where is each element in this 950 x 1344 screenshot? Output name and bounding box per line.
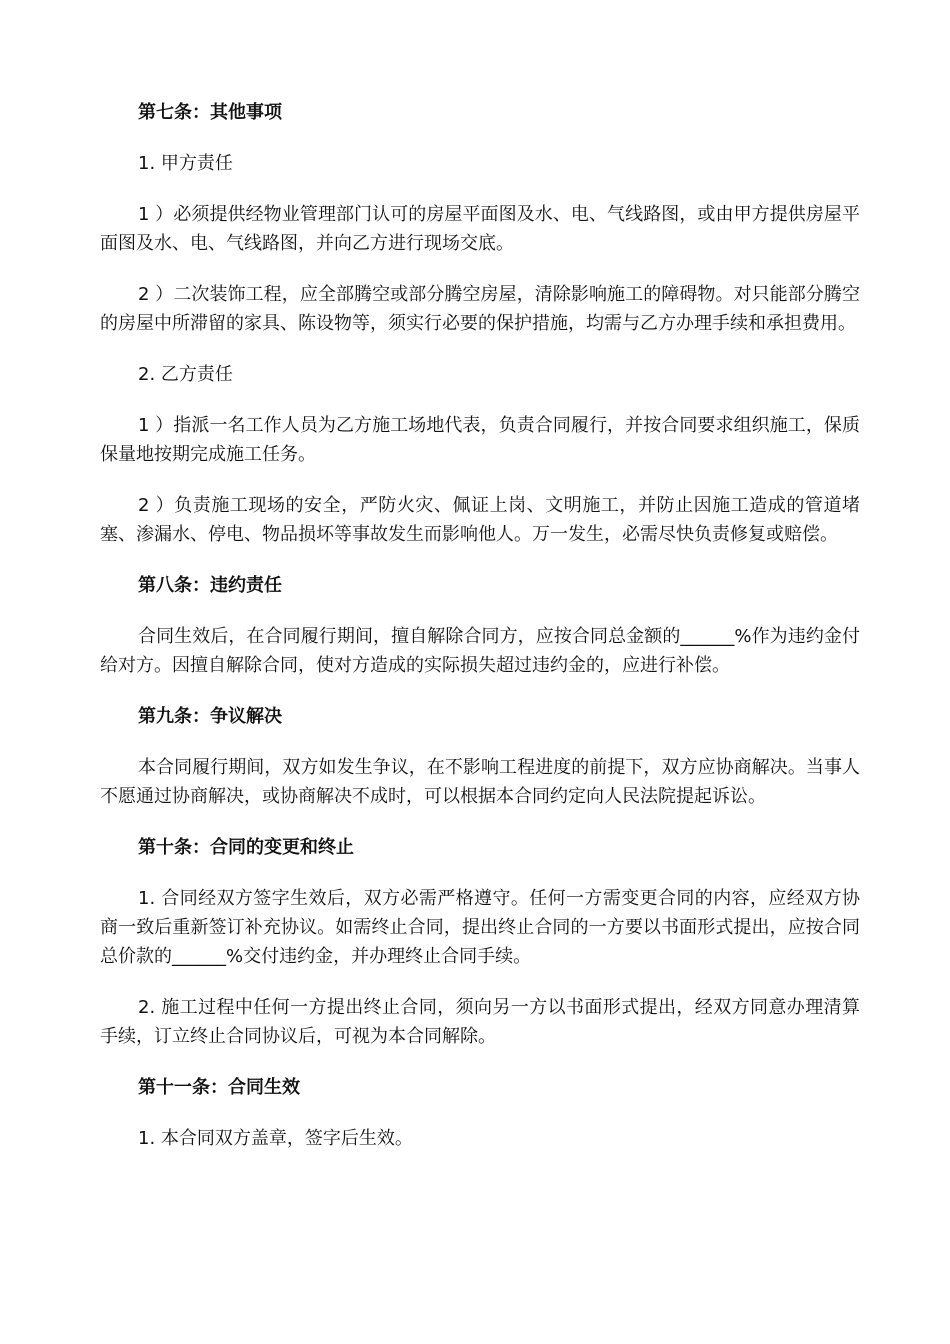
section-heading-article-7: 第七条：其他事项 xyxy=(138,102,282,123)
section-heading-article-11: 第十一条：合同生效 xyxy=(138,1077,300,1098)
paragraph-party-b-responsibility: 2. 乙方责任 xyxy=(138,364,233,385)
paragraph-change-item-1: 1. 合同经双方签字生效后，双方必需严格遵守。任何一方需变更合同的内容，应经双方协商一致后重新签订补充协议。如需终止合同，提出终止合同的一方要以书面形式提出，应按合同总价款的______%交付违约金，并办理终止合同手续。 xyxy=(100,888,860,967)
paragraph-party-a-item-2: 2 ）二次装饰工程，应全部腾空或部分腾空房屋，清除影响施工的障碍物。对只能部分腾空的房屋中所滞留的家具、陈设物等，须实行必要的保护措施，均需与乙方办理手续和承担费用。 xyxy=(100,284,860,334)
section-heading-article-9: 第九条：争议解决 xyxy=(138,706,282,727)
paragraph-party-b-item-2: 2 ）负责施工现场的安全，严防火灾、佩证上岗、文明施工，并防止因施工造成的管道堵塞、渗漏水、停电、物品损坏等事故发生而影响他人。万一发生，必需尽快负责修复或赔偿。 xyxy=(100,495,860,545)
paragraph-party-a-responsibility: 1. 甲方责任 xyxy=(138,153,233,174)
section-heading-article-10: 第十条：合同的变更和终止 xyxy=(138,837,354,858)
paragraph-dispute-resolution: 本合同履行期间，双方如发生争议，在不影响工程进度的前提下，双方应协商解决。当事人不愿通过协商解决，或协商解决不成时，可以根据本合同约定向人民法院提起诉讼。 xyxy=(100,757,860,807)
section-heading-article-8: 第八条：违约责任 xyxy=(138,575,282,596)
paragraph-party-a-item-1: 1 ）必须提供经物业管理部门认可的房屋平面图及水、电、气线路图，或由甲方提供房屋平面图及水、电、气线路图，并向乙方进行现场交底。 xyxy=(100,204,860,254)
document-page xyxy=(100,98,860,1175)
paragraph-effectiveness-item-1: 1. 本合同双方盖章，签字后生效。 xyxy=(138,1128,413,1149)
paragraph-party-b-item-1: 1 ）指派一名工作人员为乙方施工场地代表，负责合同履行，并按合同要求组织施工，保质保量地按期完成施工任务。 xyxy=(100,415,860,465)
paragraph-breach-liability: 合同生效后，在合同履行期间，擅自解除合同方，应按合同总金额的______%作为违约金付给对方。因擅自解除合同，使对方造成的实际损失超过违约金的，应进行补偿。 xyxy=(100,626,860,676)
paragraph-change-item-2: 2. 施工过程中任何一方提出终止合同，须向另一方以书面形式提出，经双方同意办理清算手续，订立终止合同协议后，可视为本合同解除。 xyxy=(100,997,860,1047)
